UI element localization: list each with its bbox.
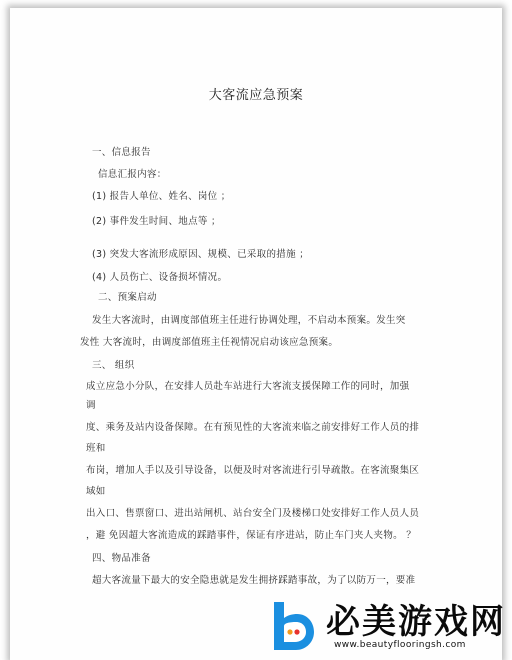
section-heading-2: 二、预案启动 <box>98 292 157 303</box>
section-heading-3: 三、 组织 <box>92 360 135 371</box>
section-heading-1: 一、信息报告 <box>92 147 151 158</box>
body-line: 发生大客流时，由调度部值班主任进行协调处理，不启动本预案。发生突 <box>92 315 406 326</box>
body-line: 发性 大客流时，由调度部值班主任视情况启动该应急预案。 <box>80 337 339 348</box>
list-item: (2) 事件发生时间、地点等 ； <box>92 216 221 227</box>
body-line: 超大客流量下最大的安全隐患就是发生拥挤踩踏事故，为了以防万一，要准 <box>92 575 416 586</box>
body-line: 域如 <box>86 486 106 497</box>
list-item: (3) 突发大客流形成原因、规模、已采取的措施 ； <box>92 249 309 260</box>
body-line: 布岗，增加人手以及引导设备，以便及时对客流进行引导疏散。在客流聚集区 <box>86 465 420 476</box>
section-heading-4: 四、物品准备 <box>92 553 151 564</box>
watermark-url: www.beautyflooringsh.com <box>334 640 466 650</box>
body-line: 调 <box>86 400 96 411</box>
body-line: 成立应急小分队，在安排人员赴车站进行大客流支援保障工作的同时，加强 <box>86 381 410 392</box>
watermark <box>262 594 512 660</box>
body-line: 度、乘务及站内设备保障。在有预见性的大客流来临之前安排好工作人员的排 <box>86 422 420 433</box>
b-chat-logo-icon <box>266 598 316 652</box>
document-page <box>10 8 502 660</box>
body-line: 信息汇报内容： <box>98 169 167 180</box>
document-title: 大客流应急预案 <box>208 88 304 103</box>
body-line: 出入口、售票窗口、进出站闸机、站台安全门及楼梯口处安排好工作人员人员 <box>86 508 420 519</box>
list-item: (1) 报告人单位、姓名、岗位 ； <box>92 191 231 202</box>
body-line: ，避 免因超大客流造成的踩踏事件，保证有序进站，防止车门夹人夹物。 ？ <box>86 530 417 541</box>
body-line: 班和 <box>86 443 106 454</box>
list-item: (4) 人员伤亡、设备损坏情况。 <box>92 272 228 283</box>
watermark-text: 必美游戏网 <box>326 602 506 642</box>
